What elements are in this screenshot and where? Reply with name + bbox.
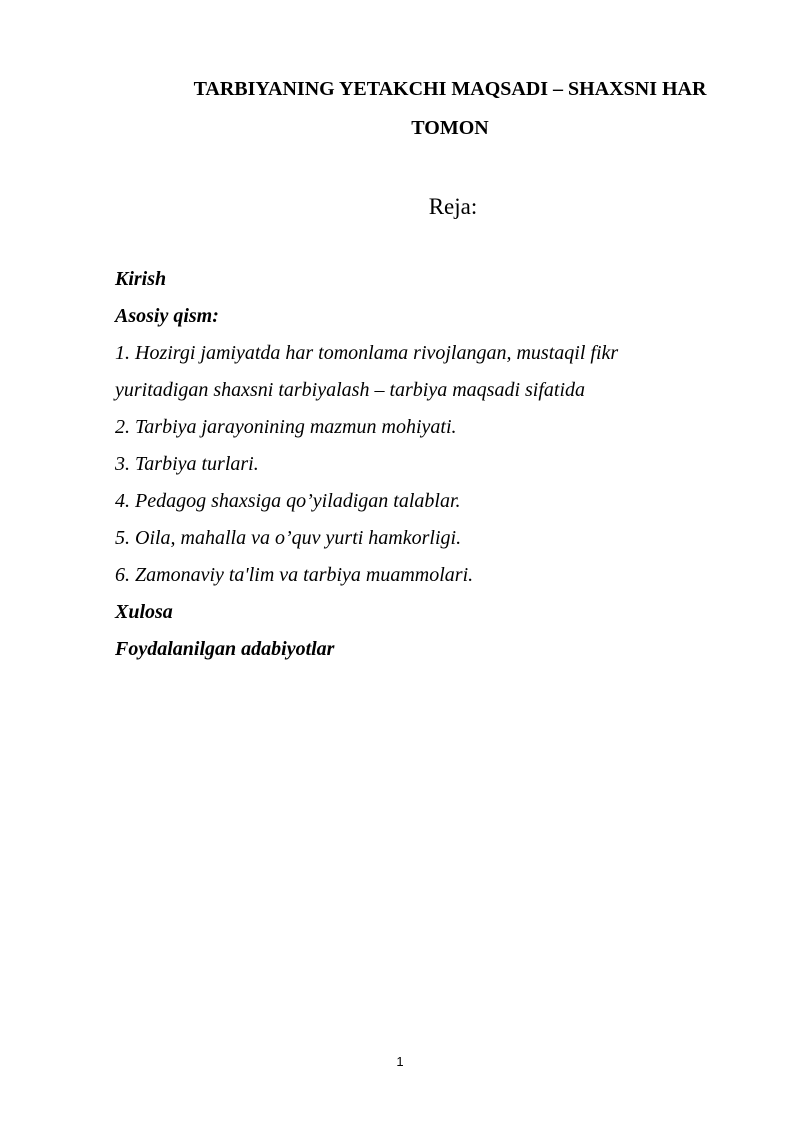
- plan-item-5: 5. Oila, mahalla va o’quv yurti hamkorligi.: [115, 527, 462, 549]
- document-title: [160, 70, 740, 148]
- plan-item-references: Foydalanilgan adabiyotlar: [115, 638, 335, 660]
- plan-item-conclusion: Xulosa: [115, 601, 173, 623]
- plan-item-main-part: Asosiy qism:: [115, 305, 219, 327]
- title-line-2: TOMON: [411, 117, 489, 139]
- plan-item-1-line-1: 1. Hozirgi jamiyatda har tomonlama rivojlangan, mustaqil fikr: [115, 342, 619, 364]
- plan-item-3: 3. Tarbiya turlari.: [115, 453, 259, 475]
- plan-heading: Reja:: [428, 194, 478, 219]
- plan-item-6: 6. Zamonaviy ta'lim va tarbiya muammolari.: [115, 564, 474, 586]
- plan-list: [115, 261, 755, 668]
- plan-item-2: 2. Tarbiya jarayonining mazmun mohiyati.: [115, 416, 457, 438]
- plan-item-intro: Kirish: [115, 268, 167, 290]
- plan-item-4: 4. Pedagog shaxsiga qo’yiladigan talablar.: [115, 490, 461, 512]
- page-number: 1: [396, 1054, 404, 1069]
- title-line-1: TARBIYANING YETAKCHI MAQSADI – SHAXSNI HAR: [193, 78, 707, 100]
- plan-item-1-line-2: yuritadigan shaxsni tarbiyalash – tarbiya maqsadi sifatida: [115, 379, 586, 401]
